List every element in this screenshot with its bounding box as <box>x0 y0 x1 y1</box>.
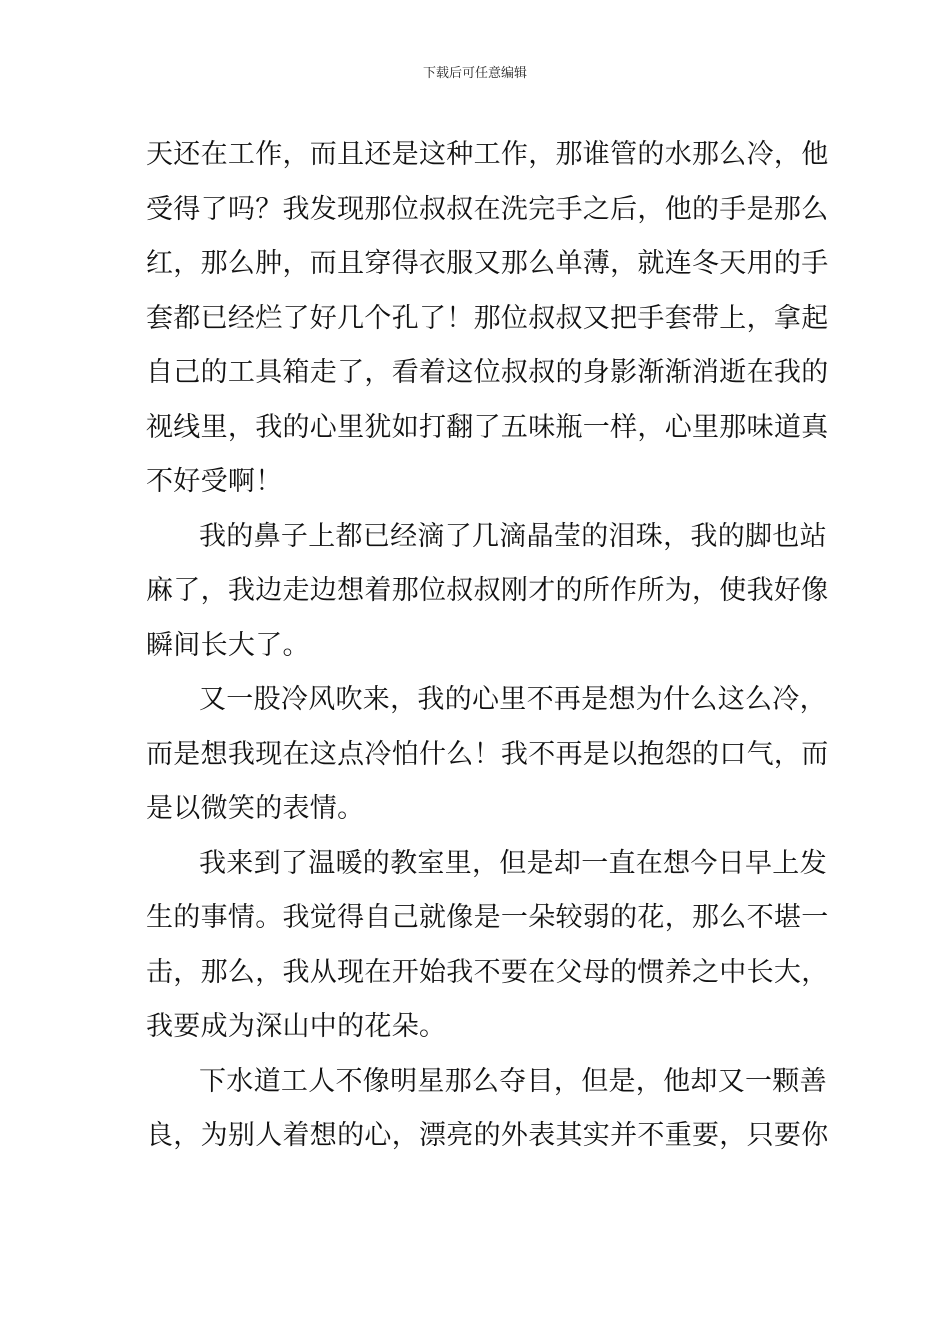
text-line: 瞬间长大了。 <box>146 629 310 661</box>
paragraph-1 <box>146 128 829 510</box>
page-header: 下载后可任意编辑 <box>422 66 527 81</box>
text-line: 不好受啊！ <box>146 466 283 497</box>
text-line: 击，那么，我从现在开始我不要在父母的惯养之中长大， <box>146 956 829 988</box>
text-line: 天还在工作，而且还是这种工作，那谁管的水那么冷，他 <box>146 139 829 170</box>
text-line: 又一股冷风吹来，我的心里不再是想为什么这么冷， <box>199 684 827 715</box>
paragraph-3 <box>146 673 829 837</box>
text-line: 我的鼻子上都已经滴了几滴晶莹的泪珠，我的脚也站 <box>199 520 827 552</box>
text-line: 视线里，我的心里犹如打翻了五味瓶一样，心里那味道真 <box>146 411 829 443</box>
text-line: 而是想我现在这点冷怕什么！我不再是以抱怨的口气，而 <box>146 738 829 770</box>
document-body <box>146 128 829 1164</box>
text-line: 生的事情。我觉得自己就像是一朵较弱的花，那么不堪一 <box>146 902 829 933</box>
text-line: 下水道工人不像明星那么夺目，但是，他却又一颗善 <box>199 1065 827 1097</box>
paragraph-5 <box>146 1055 829 1164</box>
text-line: 我要成为深山中的花朵。 <box>146 1011 447 1042</box>
text-line: 自己的工具箱走了，看着这位叔叔的身影渐渐消逝在我的 <box>146 357 829 388</box>
paragraph-4 <box>146 837 829 1055</box>
paragraph-2 <box>146 510 829 674</box>
text-line: 良，为别人着想的心，漂亮的外表其实并不重要，只要你 <box>146 1120 829 1151</box>
text-line: 是以微笑的表情。 <box>146 793 365 824</box>
text-line: 红，那么肿，而且穿得衣服又那么单薄，就连冬天用的手 <box>146 248 829 279</box>
text-line: 套都已经烂了好几个孔了！那位叔叔又把手套带上，拿起 <box>146 302 829 334</box>
text-line: 我来到了温暖的教室里，但是却一直在想今日早上发 <box>199 847 827 879</box>
text-line: 受得了吗？我发现那位叔叔在洗完手之后，他的手是那么 <box>146 193 829 225</box>
text-line: 麻了，我边走边想着那位叔叔刚才的所作所为，使我好像 <box>146 575 829 606</box>
